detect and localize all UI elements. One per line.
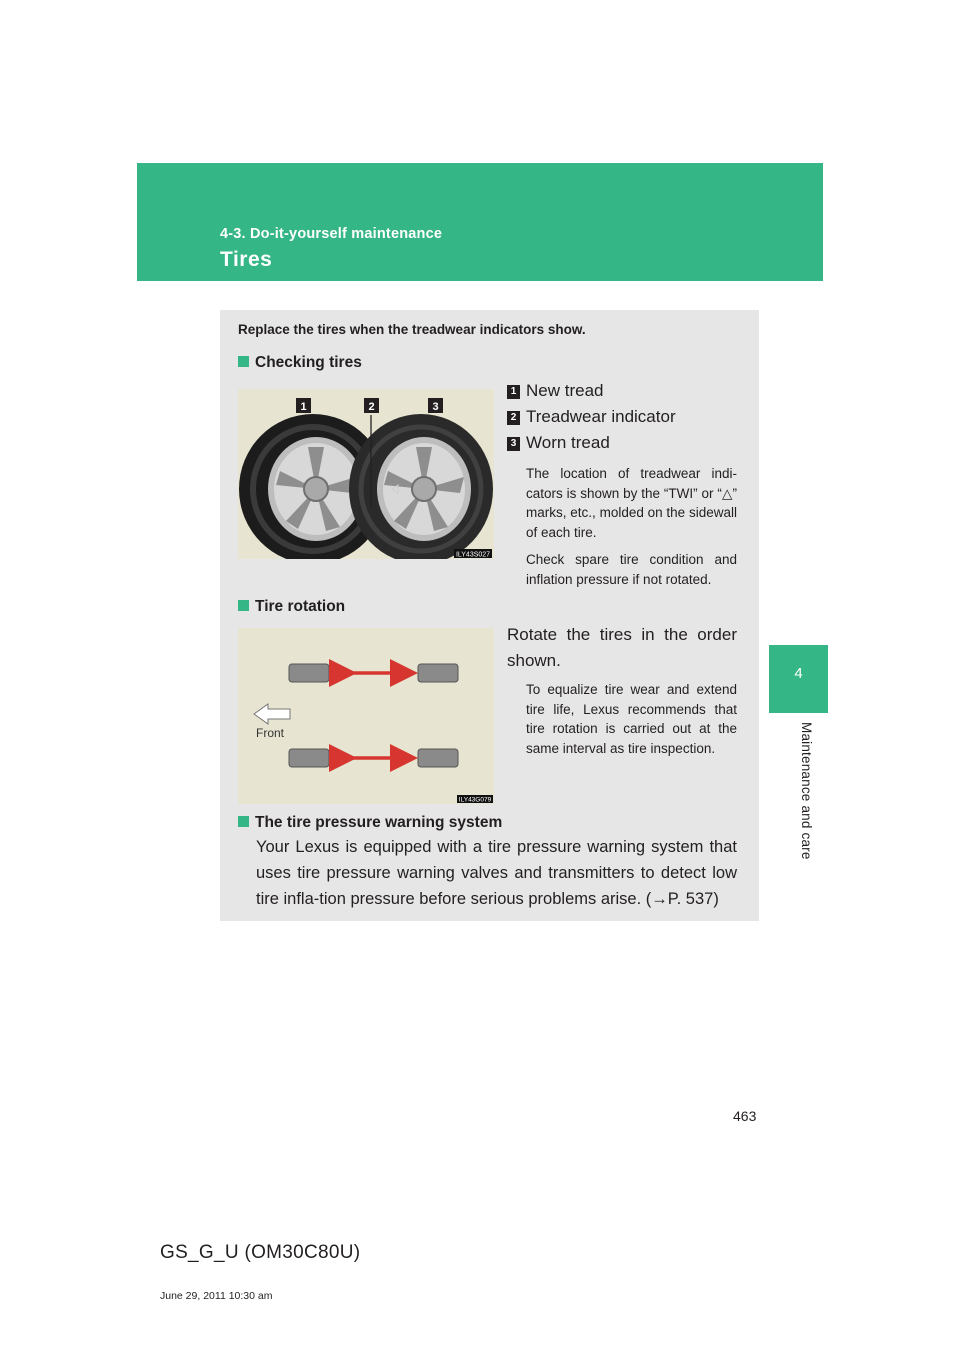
page-title: Tires <box>220 248 273 271</box>
square-bullet-icon <box>238 356 249 367</box>
legend-num-1: 1 <box>507 385 520 399</box>
tpws-text: Your Lexus is equipped with a tire pressure warning system that uses tire pressure warning valves and transmitters to detect low tire infla-tion pressure before serious problems arise. (→P. 537) <box>256 838 737 908</box>
legend-new-tread: New tread <box>526 381 604 400</box>
tire-rotation-heading <box>238 598 345 616</box>
chapter-number: 4 <box>794 665 803 682</box>
legend-treadwear-indicator: Treadwear indicator <box>526 407 676 426</box>
tpws-heading <box>238 814 502 832</box>
model-code: GS_G_U (OM30C80U) <box>160 1242 361 1263</box>
front-label: Front <box>256 726 285 740</box>
twi-note: The location of treadwear indi-cators is shown by the “TWI” or “△” marks, etc., molded on the sidewall of each tire. <box>526 466 737 540</box>
callout-2: 2 <box>368 401 375 413</box>
tire-tread-illustration <box>238 389 494 559</box>
checking-tires-heading <box>238 354 362 372</box>
page-number: 463 <box>733 1108 757 1124</box>
callout-3: 3 <box>432 401 439 413</box>
legend-num-3: 3 <box>507 437 520 451</box>
rotation-note: To equalize tire wear and extend tire life, Lexus recommends that tire rotation is carried out at the same interval as tire inspection. <box>526 682 737 756</box>
square-bullet-icon <box>238 816 249 827</box>
legend-num-2: 2 <box>507 411 520 425</box>
tire-tread-figure <box>238 389 494 559</box>
tire-rotation-heading-text: Tire rotation <box>255 598 346 615</box>
print-date: June 29, 2011 10:30 am <box>160 1290 273 1302</box>
tread-image-code: ILY43S027 <box>455 551 491 559</box>
callout-1: 1 <box>300 401 307 413</box>
intro-text: Replace the tires when the treadwear indicators show. <box>238 322 586 337</box>
checking-tires-heading-text: Checking tires <box>255 354 362 371</box>
tire-rotation-figure <box>238 628 494 804</box>
square-bullet-icon <box>238 600 249 611</box>
legend-worn-tread: Worn tread <box>526 433 610 452</box>
chapter-name: Maintenance and care <box>799 722 814 860</box>
section-label: 4-3. Do-it-yourself maintenance <box>220 226 443 242</box>
rotation-instruction: Rotate the tires in the order shown. <box>507 625 737 670</box>
tire-rotation-diagram <box>238 628 494 804</box>
spare-tire-note: Check spare tire condition and inflation pressure if not rotated. <box>526 552 737 587</box>
rotation-image-code: ILY43G079 <box>458 796 492 804</box>
tpws-heading-text: The tire pressure warning system <box>255 814 503 831</box>
